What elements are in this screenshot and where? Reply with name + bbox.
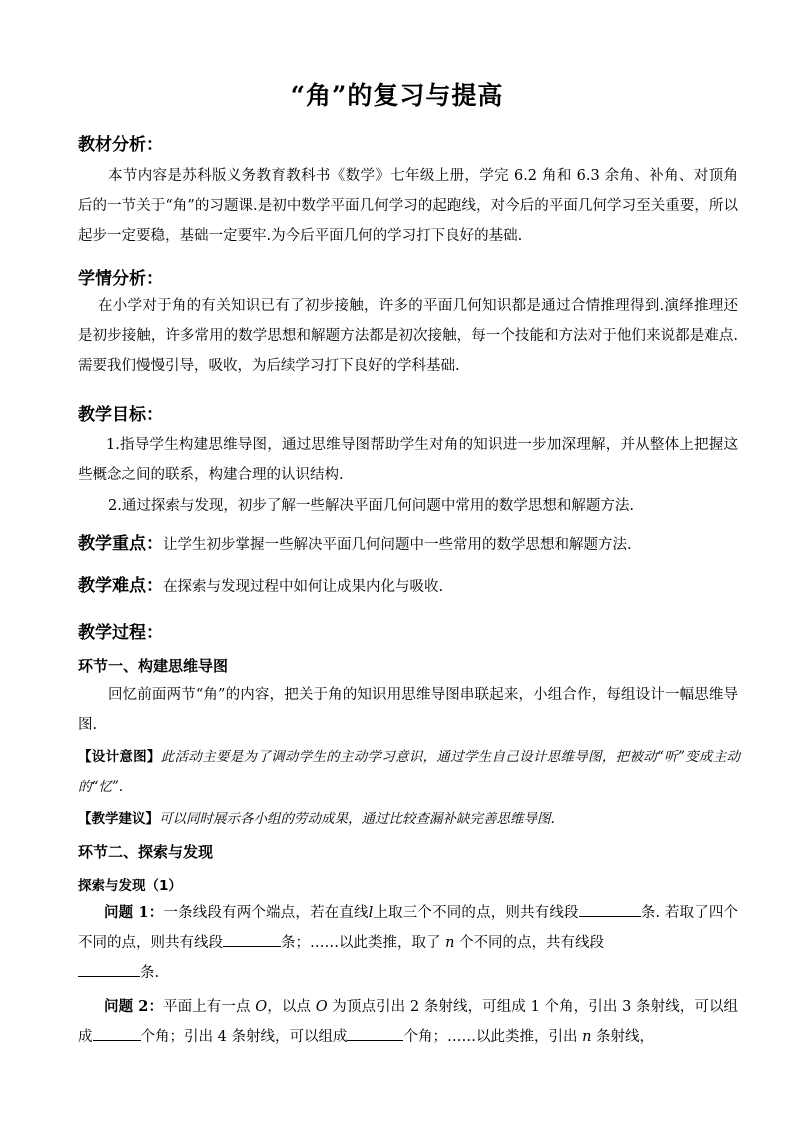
problem-1-text-f: 条. — [140, 965, 160, 981]
teaching-difficulty — [78, 571, 758, 602]
teaching-key-text: 让学生初步掌握一些解决平面几何问题中一些常用的数学思想和解题方法. — [163, 537, 632, 553]
heading-explore-1: 探索与发现（1） — [78, 878, 182, 894]
problem-2 — [78, 992, 738, 1052]
problem-1 — [78, 898, 738, 988]
answer-blank-3[interactable] — [78, 962, 140, 977]
answer-blank-1[interactable] — [579, 902, 641, 917]
heading-step-one: 环节一、构建思维导图 — [78, 657, 229, 675]
problem-1-text-a: 一条线段有两个端点，若在直线 — [163, 905, 369, 921]
problem-1-text-e: 个不同的点，共有线段 — [459, 935, 605, 951]
problem-2-text-a: 平面上有一点 — [163, 999, 251, 1015]
problem-2-text-c: 为顶点引出 2 条射线，可组成 1 个角，引出 3 条射线，可以组成 — [78, 999, 739, 1045]
heading-teaching-goals: 教学目标： — [78, 405, 163, 425]
problem-2-text-d: 个角；引出 4 条射线，可以组成 — [140, 1029, 348, 1045]
problem-2-text-e: 个角；……以此类推，引出 — [403, 1029, 578, 1045]
problem-1-text-d: 条；……以此类推，取了 — [281, 935, 441, 951]
variable-l: l — [368, 905, 374, 921]
paragraph-textbook-analysis: 本节内容是苏科版义务教育教科书《数学》七年级上册，学完 6.2 角和 6.3 余角、补角、对顶角后的一节关于“角”的习题课.是初中数学平面几何学习的起跑线，对今后的平面几何学习至关重要，所以起步一定要稳，基础一定要牢.为今后平面几何的学习打下良好的基础. — [78, 168, 738, 244]
problem-2-label: 问题 2： — [104, 998, 164, 1015]
answer-blank-2[interactable] — [223, 932, 281, 947]
paragraph-step-one: 回忆前面两节“角”的内容，把关于角的知识用思维导图串联起来，小组合作，每组设计一幅思维导图. — [78, 687, 738, 733]
problem-1-text-b: 上取三个不同的点，则共有线段 — [373, 905, 579, 921]
heading-textbook-analysis: 教材分析： — [78, 135, 163, 155]
answer-blank-4[interactable] — [93, 1026, 141, 1041]
heading-student-analysis: 学情分析： — [78, 269, 163, 289]
variable-n: n — [445, 935, 455, 951]
design-intent-note — [78, 742, 740, 802]
problem-2-text-f: 条射线， — [596, 1029, 655, 1045]
design-intent-label: 【设计意图】 — [78, 749, 161, 765]
teaching-difficulty-text: 在探索与发现过程中如何让成果内化与吸收. — [163, 579, 444, 595]
problem-2-text-b: ，以点 — [267, 999, 311, 1015]
page-title: “角”的复习与提高 — [290, 81, 504, 110]
teaching-advice-label: 【教学建议】 — [78, 811, 159, 827]
heading-teaching-process: 教学过程： — [78, 623, 163, 643]
heading-teaching-difficulty: 教学难点： — [78, 576, 163, 596]
answer-blank-5[interactable] — [347, 1026, 403, 1041]
teaching-advice-text: 可以同时展示各小组的劳动成果，通过比较查漏补缺完善思维导图. — [159, 811, 555, 827]
heading-step-two: 环节二、探索与发现 — [78, 843, 214, 861]
teaching-advice-note — [78, 804, 740, 834]
goal-item-2: 2.通过探索与发现，初步了解一些解决平面几何问题中常用的数学思想和解题方法. — [108, 498, 634, 514]
variable-n-2: n — [582, 1029, 592, 1045]
teaching-key-point — [78, 529, 758, 560]
goal-item-1: 1.指导学生构建思维导图，通过思维导图帮助学生对角的知识进一步加深理解，并从整体上把握这些概念之间的联系，构建合理的认识结构. — [78, 437, 738, 483]
heading-teaching-key: 教学重点： — [78, 534, 163, 554]
problem-1-text-c: 条. 若取了四个不同的点，则共有线段 — [78, 905, 739, 951]
problem-1-label: 问题 1： — [104, 904, 164, 921]
paragraph-student-analysis: 在小学对于角的有关知识已有了初步接触，许多的平面几何知识都是通过合情推理得到.演绎推理还是初步接触，许多常用的数学思想和解题方法都是初次接触，每一个技能和方法对于他们来说都是难点.需要我们慢慢引导，吸收，为后续学习打下良好的学科基础. — [78, 298, 738, 374]
variable-o: O — [255, 999, 268, 1015]
variable-o-2: O — [315, 999, 328, 1015]
design-intent-text: 此活动主要是为了调动学生的主动学习意识，通过学生自己设计思维导图，把被动“听”变成主动的“忆”. — [78, 749, 740, 795]
